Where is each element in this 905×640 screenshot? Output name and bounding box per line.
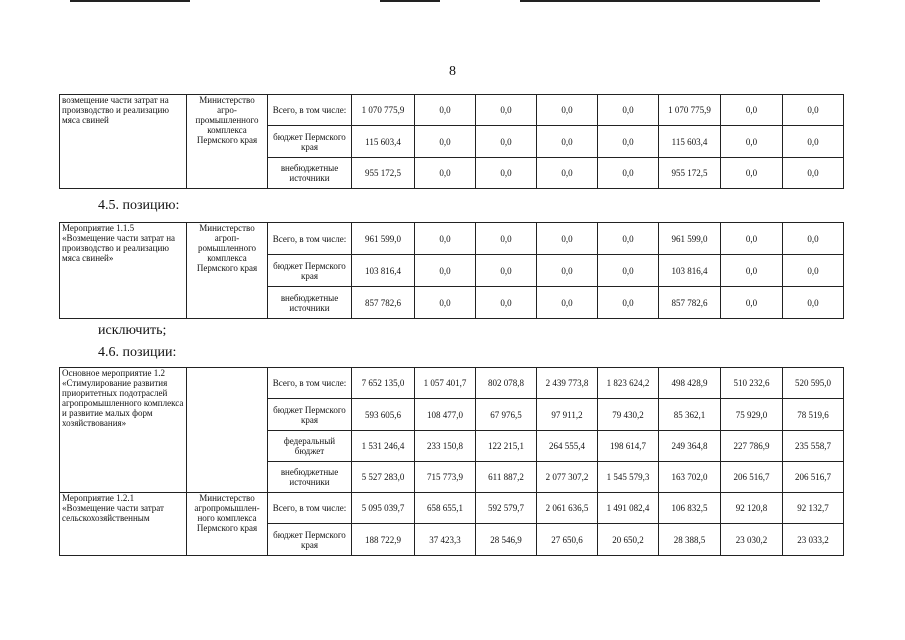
amount-cell: 5 527 283,0 bbox=[352, 462, 415, 493]
text-exclude: исключить; bbox=[98, 323, 167, 338]
amount-cell: 0,0 bbox=[721, 223, 783, 255]
amount-cell: 28 546,9 bbox=[476, 524, 537, 556]
amount-cell: 0,0 bbox=[783, 287, 844, 319]
amount-cell: 0,0 bbox=[537, 95, 598, 126]
amount-cell: 163 702,0 bbox=[659, 462, 721, 493]
amount-cell: 857 782,6 bbox=[659, 287, 721, 319]
amount-cell: 0,0 bbox=[476, 126, 537, 158]
amount-cell: 611 887,2 bbox=[476, 462, 537, 493]
amount-cell: 0,0 bbox=[476, 255, 537, 287]
amount-cell: 103 816,4 bbox=[352, 255, 415, 287]
amount-cell: 0,0 bbox=[783, 223, 844, 255]
funding-source: бюджет Пермского края bbox=[268, 399, 352, 431]
amount-cell: 0,0 bbox=[783, 95, 844, 126]
funding-source: федеральный бюджет bbox=[268, 431, 352, 462]
amount-cell: 106 832,5 bbox=[659, 493, 721, 524]
table1-body bbox=[60, 95, 844, 189]
amount-cell: 658 655,1 bbox=[415, 493, 476, 524]
amount-cell: 802 078,8 bbox=[476, 368, 537, 399]
amount-cell: 108 477,0 bbox=[415, 399, 476, 431]
amount-cell: 510 232,6 bbox=[721, 368, 783, 399]
amount-cell: 0,0 bbox=[415, 255, 476, 287]
amount-cell: 92 120,8 bbox=[721, 493, 783, 524]
amount-cell: 227 786,9 bbox=[721, 431, 783, 462]
amount-cell: 233 150,8 bbox=[415, 431, 476, 462]
amount-cell: 0,0 bbox=[721, 287, 783, 319]
table2-body bbox=[60, 223, 844, 319]
funding-source: Всего, в том числе: bbox=[268, 223, 352, 255]
top-rule-right bbox=[520, 0, 820, 2]
funding-source: бюджет Пермского края bbox=[268, 126, 352, 158]
amount-cell: 249 364,8 bbox=[659, 431, 721, 462]
responsible-ministry: Министерство агроп-ромышленного комплекса Пермского края bbox=[187, 223, 268, 319]
amount-cell: 0,0 bbox=[537, 255, 598, 287]
amount-cell: 1 545 579,3 bbox=[598, 462, 659, 493]
top-rule-left bbox=[70, 0, 190, 2]
amount-cell: 0,0 bbox=[783, 158, 844, 189]
amount-cell: 75 929,0 bbox=[721, 399, 783, 431]
amount-cell: 1 057 401,7 bbox=[415, 368, 476, 399]
amount-cell: 0,0 bbox=[598, 255, 659, 287]
amount-cell: 0,0 bbox=[537, 287, 598, 319]
amount-cell: 0,0 bbox=[476, 287, 537, 319]
amount-cell: 955 172,5 bbox=[352, 158, 415, 189]
measure-description: Мероприятие 1.1.5 «Возмещение части затрат на производство и реализацию мяса свиней» bbox=[60, 223, 187, 319]
amount-cell: 0,0 bbox=[598, 158, 659, 189]
amount-cell: 67 976,5 bbox=[476, 399, 537, 431]
table-row bbox=[60, 95, 844, 126]
amount-cell: 0,0 bbox=[598, 223, 659, 255]
amount-cell: 0,0 bbox=[537, 223, 598, 255]
amount-cell: 0,0 bbox=[783, 126, 844, 158]
responsible-ministry: Министерство агро-промышленного комплекса Пермского края bbox=[187, 95, 268, 189]
measure-description: Мероприятие 1.2.1 «Возмещение части затрат сельскохозяйственным bbox=[60, 493, 187, 556]
amount-cell: 264 555,4 bbox=[537, 431, 598, 462]
amount-cell: 2 061 636,5 bbox=[537, 493, 598, 524]
amount-cell: 961 599,0 bbox=[659, 223, 721, 255]
amount-cell: 23 030,2 bbox=[721, 524, 783, 556]
amount-cell: 0,0 bbox=[415, 126, 476, 158]
page-number: 8 bbox=[449, 64, 456, 79]
amount-cell: 2 439 773,8 bbox=[537, 368, 598, 399]
amount-cell: 1 823 624,2 bbox=[598, 368, 659, 399]
amount-cell: 122 215,1 bbox=[476, 431, 537, 462]
amount-cell: 7 652 135,0 bbox=[352, 368, 415, 399]
table-row bbox=[60, 223, 844, 255]
amount-cell: 79 430,2 bbox=[598, 399, 659, 431]
amount-cell: 498 428,9 bbox=[659, 368, 721, 399]
amount-cell: 1 491 082,4 bbox=[598, 493, 659, 524]
funding-source: Всего, в том числе: bbox=[268, 493, 352, 524]
amount-cell: 115 603,4 bbox=[352, 126, 415, 158]
amount-cell: 0,0 bbox=[721, 95, 783, 126]
amount-cell: 0,0 bbox=[476, 95, 537, 126]
amount-cell: 1 531 246,4 bbox=[352, 431, 415, 462]
amount-cell: 198 614,7 bbox=[598, 431, 659, 462]
measure-description: возмещение части затрат на производство и реализацию мяса свиней bbox=[60, 95, 187, 189]
amount-cell: 78 519,6 bbox=[783, 399, 844, 431]
amount-cell: 857 782,6 bbox=[352, 287, 415, 319]
amount-cell: 593 605,6 bbox=[352, 399, 415, 431]
amount-cell: 0,0 bbox=[721, 255, 783, 287]
heading-4-5: 4.5. позицию: bbox=[98, 198, 180, 213]
table-row bbox=[60, 368, 844, 399]
amount-cell: 0,0 bbox=[476, 223, 537, 255]
funding-source: Всего, в том числе: bbox=[268, 95, 352, 126]
amount-cell: 28 388,5 bbox=[659, 524, 721, 556]
amount-cell: 85 362,1 bbox=[659, 399, 721, 431]
table-measure-1-1-5 bbox=[59, 222, 844, 319]
amount-cell: 0,0 bbox=[415, 158, 476, 189]
amount-cell: 0,0 bbox=[721, 126, 783, 158]
amount-cell: 0,0 bbox=[721, 158, 783, 189]
table3-body bbox=[60, 368, 844, 556]
responsible-ministry bbox=[187, 368, 268, 493]
amount-cell: 961 599,0 bbox=[352, 223, 415, 255]
amount-cell: 0,0 bbox=[598, 95, 659, 126]
amount-cell: 235 558,7 bbox=[783, 431, 844, 462]
funding-source: внебюджетные источники bbox=[268, 462, 352, 493]
top-rule-mid bbox=[380, 0, 440, 2]
amount-cell: 0,0 bbox=[598, 126, 659, 158]
amount-cell: 1 070 775,9 bbox=[352, 95, 415, 126]
measure-description: Основное мероприятие 1.2 «Стимулирование развития приоритетных подотраслей агропромышленного комплекса и развитие малых форм хозяйствования» bbox=[60, 368, 187, 493]
amount-cell: 0,0 bbox=[783, 255, 844, 287]
heading-4-6: 4.6. позиции: bbox=[98, 345, 177, 360]
amount-cell: 1 070 775,9 bbox=[659, 95, 721, 126]
responsible-ministry: Министерство агропромышлен-ного комплекса Пермского края bbox=[187, 493, 268, 556]
amount-cell: 188 722,9 bbox=[352, 524, 415, 556]
table-row bbox=[60, 493, 844, 524]
amount-cell: 0,0 bbox=[598, 287, 659, 319]
funding-source: бюджет Пермского края bbox=[268, 524, 352, 556]
amount-cell: 715 773,9 bbox=[415, 462, 476, 493]
amount-cell: 0,0 bbox=[415, 287, 476, 319]
amount-cell: 955 172,5 bbox=[659, 158, 721, 189]
amount-cell: 37 423,3 bbox=[415, 524, 476, 556]
amount-cell: 0,0 bbox=[415, 95, 476, 126]
amount-cell: 2 077 307,2 bbox=[537, 462, 598, 493]
amount-cell: 206 516,7 bbox=[721, 462, 783, 493]
amount-cell: 97 911,2 bbox=[537, 399, 598, 431]
funding-source: внебюджетные источники bbox=[268, 287, 352, 319]
amount-cell: 103 816,4 bbox=[659, 255, 721, 287]
amount-cell: 20 650,2 bbox=[598, 524, 659, 556]
amount-cell: 27 650,6 bbox=[537, 524, 598, 556]
amount-cell: 0,0 bbox=[476, 158, 537, 189]
table-measure-1-2 bbox=[59, 367, 844, 556]
amount-cell: 0,0 bbox=[537, 158, 598, 189]
amount-cell: 23 033,2 bbox=[783, 524, 844, 556]
amount-cell: 0,0 bbox=[537, 126, 598, 158]
amount-cell: 520 595,0 bbox=[783, 368, 844, 399]
amount-cell: 592 579,7 bbox=[476, 493, 537, 524]
amount-cell: 5 095 039,7 bbox=[352, 493, 415, 524]
amount-cell: 0,0 bbox=[415, 223, 476, 255]
amount-cell: 92 132,7 bbox=[783, 493, 844, 524]
amount-cell: 115 603,4 bbox=[659, 126, 721, 158]
amount-cell: 206 516,7 bbox=[783, 462, 844, 493]
table-pig-meat-costs bbox=[59, 94, 844, 189]
funding-source: внебюджетные источники bbox=[268, 158, 352, 189]
funding-source: Всего, в том числе: bbox=[268, 368, 352, 399]
funding-source: бюджет Пермского края bbox=[268, 255, 352, 287]
